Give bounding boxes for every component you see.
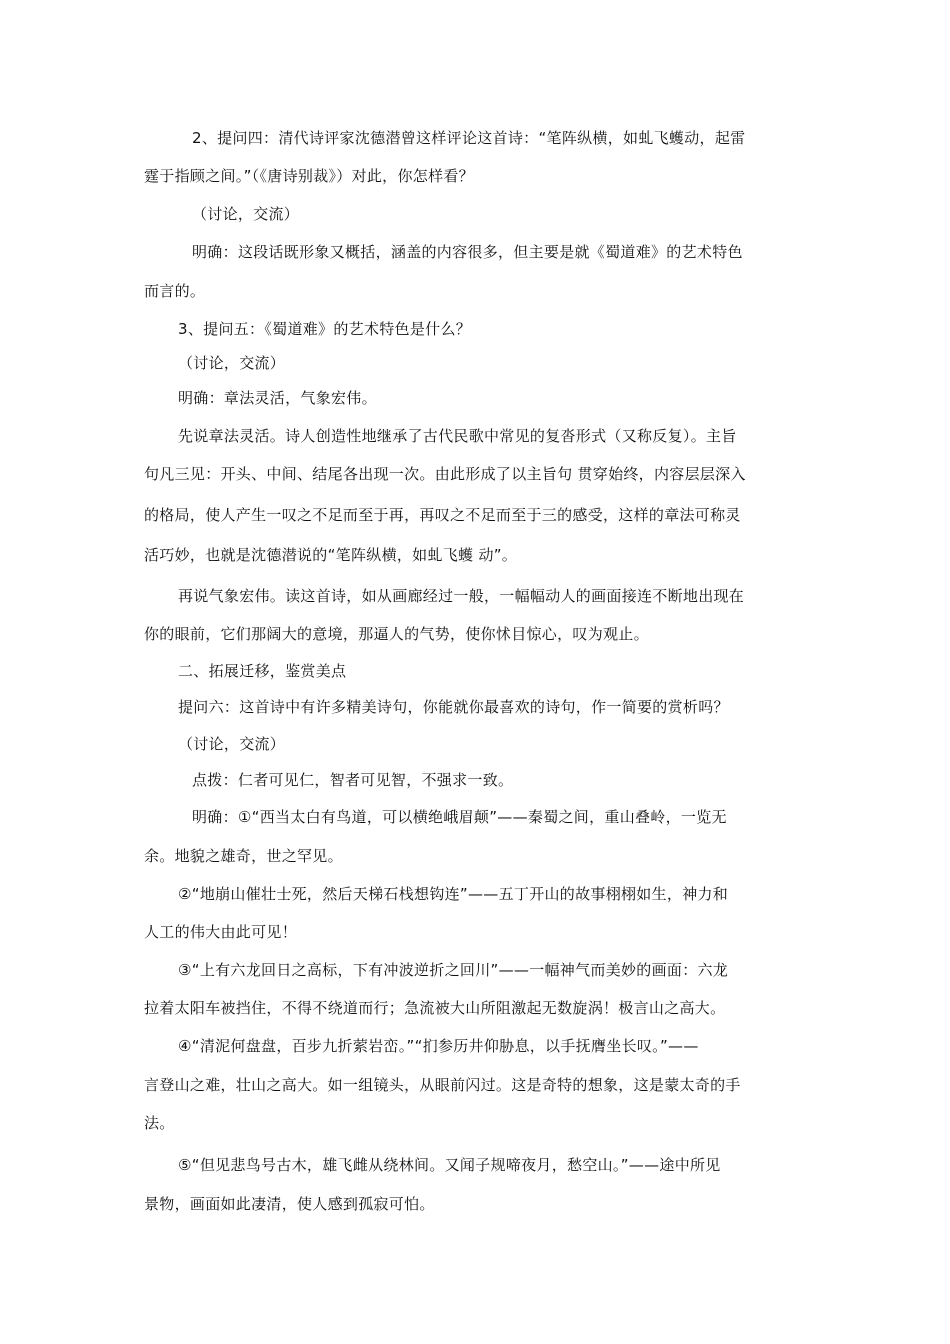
text-line: （讨论，交流）	[178, 354, 286, 372]
text-line: ③“上有六龙回日之高标，下有冲波逆折之回川”——一幅神气而美妙的画面：六龙	[178, 961, 729, 979]
text-line: 明确：这段话既形象又概括，涵盖的内容很多，但主要是就《蜀道难》的艺术特色	[192, 243, 743, 261]
text-line: 法。	[144, 1114, 175, 1132]
text-line: 的格局，使人产生一叹之不足而至于再，再叹之不足而至于三的感受，这样的章法可称灵	[144, 506, 741, 524]
text-line: 霆于指顾之间。”（《唐诗别裁》）对此，你怎样看？	[144, 167, 474, 185]
text-line: （讨论，交流）	[178, 735, 286, 753]
text-line: 而言的。	[144, 282, 206, 300]
text-line: 明确：①“西当太白有鸟道，可以横绝峨眉颠”——秦蜀之间，重山叠岭，一览无	[192, 808, 727, 826]
text-line: 人工的伟大由此可见！	[144, 923, 298, 941]
text-line: 句凡三见：开头、中间、结尾各出现一次。由此形成了以主旨句 贯穿始终，内容层层深入	[144, 465, 746, 483]
text-line: ⑤“但见悲鸟号古木，雄飞雌从绕林间。又闻子规啼夜月，愁空山。”——途中所见	[178, 1156, 721, 1174]
text-line: 拉着太阳车被挡住，不得不绕道而行；急流被大山所阻激起无数旋涡！极言山之高大。	[144, 999, 726, 1017]
text-line: 言登山之难，壮山之高大。如一组镜头，从眼前闪过。这是奇特的想象，这是蒙太奇的手	[144, 1076, 741, 1094]
text-line: 先说章法灵活。诗人创造性地继承了古代民歌中常见的复沓形式（又称反复）。主旨	[178, 427, 737, 445]
text-line: 提问六：这首诗中有许多精美诗句，你能就你最喜欢的诗句，作一简要的赏析吗？	[178, 698, 729, 716]
text-line: 再说气象宏伟。读这首诗，如从画廊经过一般，一幅幅动人的画面接连不断地出现在	[178, 587, 745, 605]
text-line: 活巧妙，也就是沈德潜说的“笔阵纵横，如虬飞蠖 动”。	[144, 546, 518, 564]
text-line: 余。地貌之雄奇，世之罕见。	[144, 847, 343, 865]
text-line: 3、提问五：《蜀道难》的艺术特色是什么？	[178, 320, 472, 338]
text-line: 2、提问四：清代诗评家沈德潜曾这样评论这首诗：“笔阵纵横，如虬飞蠖动，起雷	[192, 129, 746, 147]
text-line: 点拨：仁者可见仁，智者可见智，不强求一致。	[192, 771, 514, 789]
text-line: （讨论，交流）	[192, 205, 300, 223]
text-line: 你的眼前，它们那阔大的意境，那逼人的气势，使你怵目惊心，叹为观止。	[144, 625, 649, 643]
text-line: 二、拓展迁移，鉴赏美点	[178, 662, 347, 680]
text-line: 明确：章法灵活，气象宏伟。	[178, 389, 377, 407]
text-line: 景物，画面如此凄清，使人感到孤寂可怕。	[144, 1195, 435, 1213]
text-line: ②“地崩山催壮士死，然后天梯石栈想钩连”——五丁开山的故事栩栩如生，神力和	[178, 885, 729, 903]
text-line: ④“清泥何盘盘，百步九折萦岩峦。”“扪参历井仰胁息，以手抚膺坐长叹。”——	[178, 1037, 699, 1055]
